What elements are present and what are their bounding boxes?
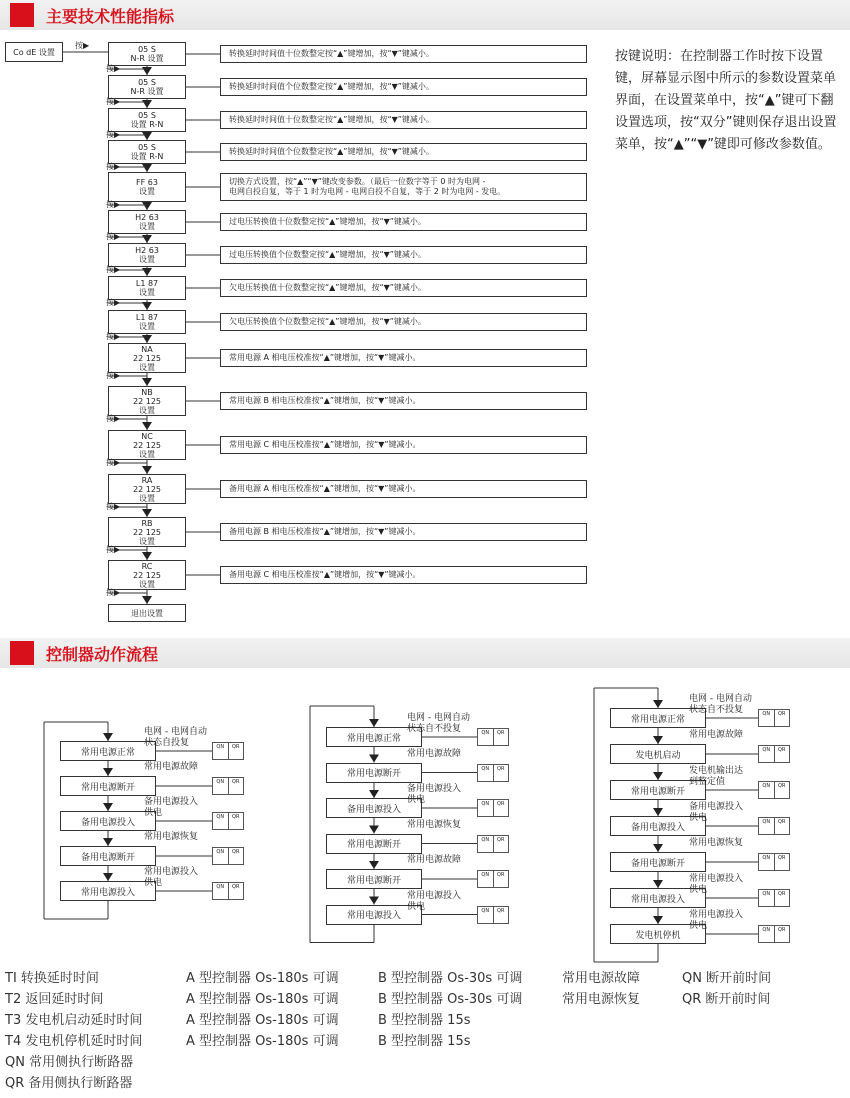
flow-step-text: 常用电源断开 (346, 840, 401, 850)
arrow-down-icon (653, 772, 663, 780)
legend-column-3 (378, 968, 522, 1052)
flow-step-label: 常用电源恢复 (144, 832, 199, 842)
display-label: 设置 R-N (130, 120, 164, 129)
switch-label: QN (213, 743, 229, 759)
flow-step-box (326, 834, 422, 854)
switch-label: QR (232, 814, 240, 820)
description-line: 备用电源 A 相电压校准按“▲”键增加，按“▼”键减小。 (229, 484, 421, 493)
qn-qr-switch-icon (477, 728, 509, 746)
display-value: 22 125 (133, 440, 161, 450)
press-label: 按▶ (106, 545, 121, 554)
switch-label: QR (778, 891, 786, 897)
qn-qr-switch-icon (477, 906, 509, 924)
description-line: 转换延时时间值个位数整定按“▲”键增加，按“▼”键减小。 (229, 82, 434, 91)
switch-label: QN (759, 818, 775, 834)
flow-step-text: 常用电源断开 (346, 875, 401, 886)
arrow-down-icon (369, 897, 379, 905)
description-line: 欠电压转换值个位数整定按“▲”键增加，按“▼”键减小。 (229, 317, 426, 326)
qn-qr-switch-icon (212, 847, 244, 865)
arrow-down-icon (653, 916, 663, 924)
press-label: 按▶ (106, 588, 121, 597)
switch-label: QR (232, 884, 240, 890)
switch-label: QN (478, 871, 494, 887)
switch-label: QN (759, 710, 775, 726)
flow-step-text: 常用电源断开 (80, 782, 135, 793)
description-line: 欠电压转换值十位数整定按“▲”键增加，按“▼”键减小。 (229, 283, 426, 292)
flow-step-text: 常用电源正常 (630, 714, 685, 725)
press-label: 按▶ (106, 130, 121, 139)
arrow-down-icon (103, 838, 113, 846)
description-line: 转换延时时间值十位数整定按“▲”键增加，按“▼”键减小。 (229, 115, 434, 124)
button-instructions: 按键说明：在控制器工作时按下设置键，屏幕显示图中所示的参数设置菜单界面，在设置菜单中，按“▲”键可下翻设置选项，按“双分”键则保存退出设置菜单，按“▲”“▼”键即可修改参数值。 (615, 49, 837, 152)
arrow-down-icon (653, 880, 663, 888)
display-label: 设置 (139, 255, 155, 264)
flow-step-text: 常用电源断开 (630, 786, 685, 797)
display-label: 设置 (139, 222, 155, 231)
legend-item: A 型控制器 Os-180s 可调 (186, 1034, 339, 1049)
display-value: 22 125 (133, 353, 161, 363)
description-line: 过电压转换值个位数整定按“▲”键增加，按“▼”键减小。 (229, 250, 426, 259)
arrow-down-icon (653, 736, 663, 744)
description-line: 常用电源 B 相电压校准按“▲”键增加，按“▼”键减小。 (229, 396, 421, 405)
qn-qr-switch-icon (212, 777, 244, 795)
press-label: 按▶ (106, 200, 121, 209)
qn-qr-switch-icon (758, 817, 790, 835)
switch-label: QR (778, 819, 786, 825)
flow-step-label: 常用电源故障 (144, 762, 199, 772)
display-label: 设置 (139, 362, 155, 372)
flow-step-label: 备用电源投入 供电 (144, 797, 199, 818)
flow-step-box (326, 869, 422, 889)
display-channel: RA (141, 475, 153, 485)
legend-item: QN 常用侧执行断路器 (5, 1055, 134, 1070)
flow-step-label: 电网 - 电网自动 状态自投复 (144, 727, 207, 748)
flow-step-box (326, 763, 422, 783)
display-channel: RB (141, 518, 153, 528)
display-value: 22 125 (133, 484, 161, 494)
flow-step-box (60, 846, 156, 866)
switch-label: QR (497, 801, 505, 807)
legend-item: T4 发电机停机延时时间 (5, 1034, 143, 1049)
qn-qr-switch-icon (477, 764, 509, 782)
legend-item: QN 断开前时间 (682, 971, 772, 986)
press-label: 按▶ (106, 458, 121, 467)
legend-item: 常用电源故障 (562, 971, 641, 986)
switch-label: QR (778, 711, 786, 717)
flow-step-label: 常用电源故障 (689, 730, 744, 740)
press-label: 按▶ (106, 414, 121, 423)
description-line: 转换延时时间值个位数整定按“▲”键增加，按“▼”键减小。 (229, 147, 434, 156)
display-label: N-R 设置 (130, 54, 164, 63)
display-label: 设置 (139, 187, 155, 196)
display-value: 22 125 (133, 396, 161, 406)
flow-step-text: 常用电源投入 (80, 887, 135, 898)
display-channel: NA (141, 344, 153, 354)
description-line: 备用电源 C 相电压校准按“▲”键增加，按“▼”键减小。 (229, 570, 421, 579)
switch-label: QN (213, 813, 229, 829)
arrow-down-icon (653, 844, 663, 852)
display-label: 设置 (139, 322, 155, 331)
legend-item: 常用电源恢复 (562, 992, 641, 1007)
flow-step-text: 备用电源断开 (80, 852, 135, 863)
switch-label: QN (759, 926, 775, 942)
flow-step-label: 发电机输出达 到整定值 (689, 766, 744, 787)
flow-step-box (60, 741, 156, 761)
switch-label: QN (759, 890, 775, 906)
legend-item: T3 发电机启动延时时间 (5, 1013, 143, 1028)
display-value: L1 87 (135, 313, 159, 322)
flow-step-text: 常用电源投入 (346, 911, 401, 921)
arrow-down-icon (369, 790, 379, 798)
switch-label: QN (213, 778, 229, 794)
flow-step-box (60, 811, 156, 831)
flow-step-text: 备用电源断开 (630, 858, 685, 869)
qn-qr-switch-icon (477, 835, 509, 853)
press-label: 按▶ (106, 64, 121, 73)
display-label: 设置 (139, 579, 155, 589)
flow-step-label: 常用电源故障 (407, 855, 462, 865)
switch-label: QN (213, 848, 229, 864)
flow-step-text: 常用电源投入 (630, 894, 685, 905)
qn-qr-switch-icon (758, 853, 790, 871)
flow-step-label: 常用电源恢复 (689, 838, 744, 848)
description-line: 常用电源 C 相电压校准按“▲”键增加，按“▼”键减小。 (229, 440, 421, 449)
flow-step-box (610, 744, 706, 764)
display-value: H2 63 (135, 246, 159, 255)
legend-item: B 型控制器 Os-30s 可调 (378, 971, 523, 986)
description-line: 常用电源 A 相电压校准按“▲”键增加，按“▼”键减小。 (229, 353, 421, 362)
display-label: 设置 (139, 493, 155, 503)
flow-step-label: 常用电源故障 (407, 748, 462, 759)
press-label: 按▶ (106, 265, 121, 274)
display-value: FF 63 (136, 178, 158, 187)
flow-step-label: 常用电源投入 供电 (144, 867, 199, 888)
arrow-down-icon (369, 861, 379, 869)
qn-qr-switch-icon (212, 742, 244, 760)
switch-label: QN (759, 746, 775, 762)
flow-step-text: 发电机停机 (635, 930, 681, 941)
arrow-down-icon (653, 808, 663, 816)
display-channel: RC (141, 561, 153, 571)
switch-label: QR (497, 907, 505, 914)
switch-label: QN (478, 907, 494, 923)
flow-step-label: 常用电源恢复 (407, 819, 462, 830)
display-value: 05 S (138, 78, 156, 87)
switch-label: QR (232, 849, 240, 855)
flow-step-text: 备用电源投入 (630, 822, 685, 833)
flow-step-box (610, 852, 706, 872)
display-value: 05 S (138, 45, 156, 54)
switch-label: QN (478, 800, 494, 816)
flow-step-label: 常用电源投入 供电 (689, 910, 744, 931)
qn-qr-switch-icon (477, 870, 509, 888)
qn-qr-switch-icon (758, 745, 790, 763)
legend-item: A 型控制器 Os-180s 可调 (186, 971, 339, 986)
display-value: 05 S (138, 143, 156, 152)
display-label: N-R 设置 (130, 87, 164, 96)
display-value: H2 63 (135, 213, 159, 222)
flow-step-text: 常用电源断开 (346, 769, 401, 779)
press-label: 按▶ (106, 298, 121, 307)
press-label: 按▶ (106, 371, 121, 380)
press-label: 按▶ (106, 97, 121, 106)
flow-step-label: 电网 - 电网自动 状态自不投复 (407, 713, 470, 734)
flow-step-text: 备用电源投入 (346, 804, 401, 815)
section-title: 控制器动作流程 (46, 645, 159, 664)
flow-step-text: 常用电源正常 (80, 747, 135, 758)
switch-label: QN (478, 729, 494, 745)
arrow-down-icon (653, 700, 663, 708)
qn-qr-switch-icon (758, 889, 790, 907)
flow-step-label: 电网 - 电网自动 状态自不投复 (689, 694, 752, 715)
display-channel: NC (141, 431, 153, 441)
legend-item: QR 断开前时间 (682, 992, 771, 1007)
description-line: 转换延时时间值十位数整定按“▲”键增加，按“▼”键减小。 (229, 49, 434, 58)
flow-step-text: 常用电源正常 (346, 733, 401, 744)
switch-label: QR (232, 744, 240, 750)
switch-label: QR (497, 836, 505, 843)
display-label: 设置 (139, 288, 155, 297)
description-line: 切换方式设置，按“▲”“▼”键改变参数。（最后一位数字等于 0 时为电网 - (229, 177, 486, 186)
qn-qr-switch-icon (758, 781, 790, 799)
arrow-down-icon (103, 768, 113, 776)
display-value: L1 87 (135, 279, 159, 288)
switch-label: QR (497, 765, 505, 772)
box-text: 退出设置 (131, 608, 163, 618)
arrow-down-icon (103, 873, 113, 881)
arrow-down-icon (369, 755, 379, 763)
section-title: 主要技术性能指标 (46, 7, 175, 26)
display-label: 设置 R-N (130, 152, 164, 161)
display-value: 05 S (138, 111, 156, 120)
arrow-down-icon (103, 733, 113, 741)
arrow-down-icon (103, 803, 113, 811)
legend-item: T2 返回延时时间 (5, 992, 104, 1007)
description-line: 电网自投自复，等于 1 时为电网 - 电网自投不自复，等于 2 时为电网 - 发电。 (229, 187, 506, 196)
qn-qr-switch-icon (477, 799, 509, 817)
legend-item: B 型控制器 Os-30s 可调 (378, 992, 523, 1007)
switch-label: QN (759, 782, 775, 798)
flow-step-label: 常用电源投入 供电 (689, 874, 744, 895)
legend-column-1 (5, 968, 142, 1094)
switch-label: QR (778, 855, 786, 861)
box-text: Co dE 设置 (13, 47, 55, 57)
press-label: 按▶ (106, 502, 121, 511)
legend-item: TI 转换延时时间 (5, 971, 99, 986)
switch-label: QR (232, 779, 240, 785)
legend-item: QR 备用侧执行断路器 (5, 1076, 133, 1091)
arrow-down-icon (369, 719, 379, 727)
flow-step-label: 备用电源投入 供电 (407, 784, 462, 805)
legend-item: B 型控制器 15s (378, 1034, 471, 1049)
legend-item: A 型控制器 Os-180s 可调 (186, 992, 339, 1007)
press-label: 按▶ (75, 41, 90, 50)
switch-label: QR (778, 783, 786, 789)
press-label: 按▶ (106, 332, 121, 341)
legend-item: A 型控制器 Os-180s 可调 (186, 1013, 339, 1028)
flow-step-text: 发电机启动 (635, 750, 681, 761)
qn-qr-switch-icon (212, 882, 244, 900)
display-label: 设置 (139, 449, 155, 459)
display-value: 22 125 (133, 527, 161, 537)
press-label: 按▶ (106, 232, 121, 241)
switch-label: QN (759, 854, 775, 870)
flow-step-label: 常用电源投入 供电 (407, 890, 462, 912)
switch-label: QR (778, 927, 786, 933)
qn-qr-switch-icon (758, 709, 790, 727)
switch-label: QR (497, 872, 505, 878)
display-value: 22 125 (133, 570, 161, 580)
description-line: 过电压转换值十位数整定按“▲”键增加，按“▼”键减小。 (229, 217, 426, 226)
switch-label: QR (497, 730, 505, 736)
switch-label: QN (478, 765, 494, 781)
qn-qr-switch-icon (758, 925, 790, 943)
legend-column-2 (186, 968, 339, 1052)
display-channel: NB (141, 387, 153, 397)
flow-step-box (60, 881, 156, 901)
legend-column-4 (562, 968, 640, 1010)
arrow-down-icon (369, 826, 379, 834)
switch-label: QR (778, 747, 786, 753)
flow-step-box (60, 776, 156, 796)
display-label: 设置 (139, 405, 155, 415)
display-label: 设置 (139, 536, 155, 546)
switch-label: QN (478, 836, 494, 852)
qn-qr-switch-icon (212, 812, 244, 830)
description-line: 备用电源 B 相电压校准按“▲”键增加，按“▼”键减小。 (229, 527, 421, 536)
legend-item: B 型控制器 15s (378, 1013, 471, 1028)
flow-step-text: 备用电源投入 (80, 817, 135, 828)
legend-column-5 (682, 968, 771, 1010)
press-label: 按▶ (106, 162, 121, 171)
flow-step-label: 备用电源投入 供电 (689, 802, 744, 823)
switch-label: QN (213, 883, 229, 899)
